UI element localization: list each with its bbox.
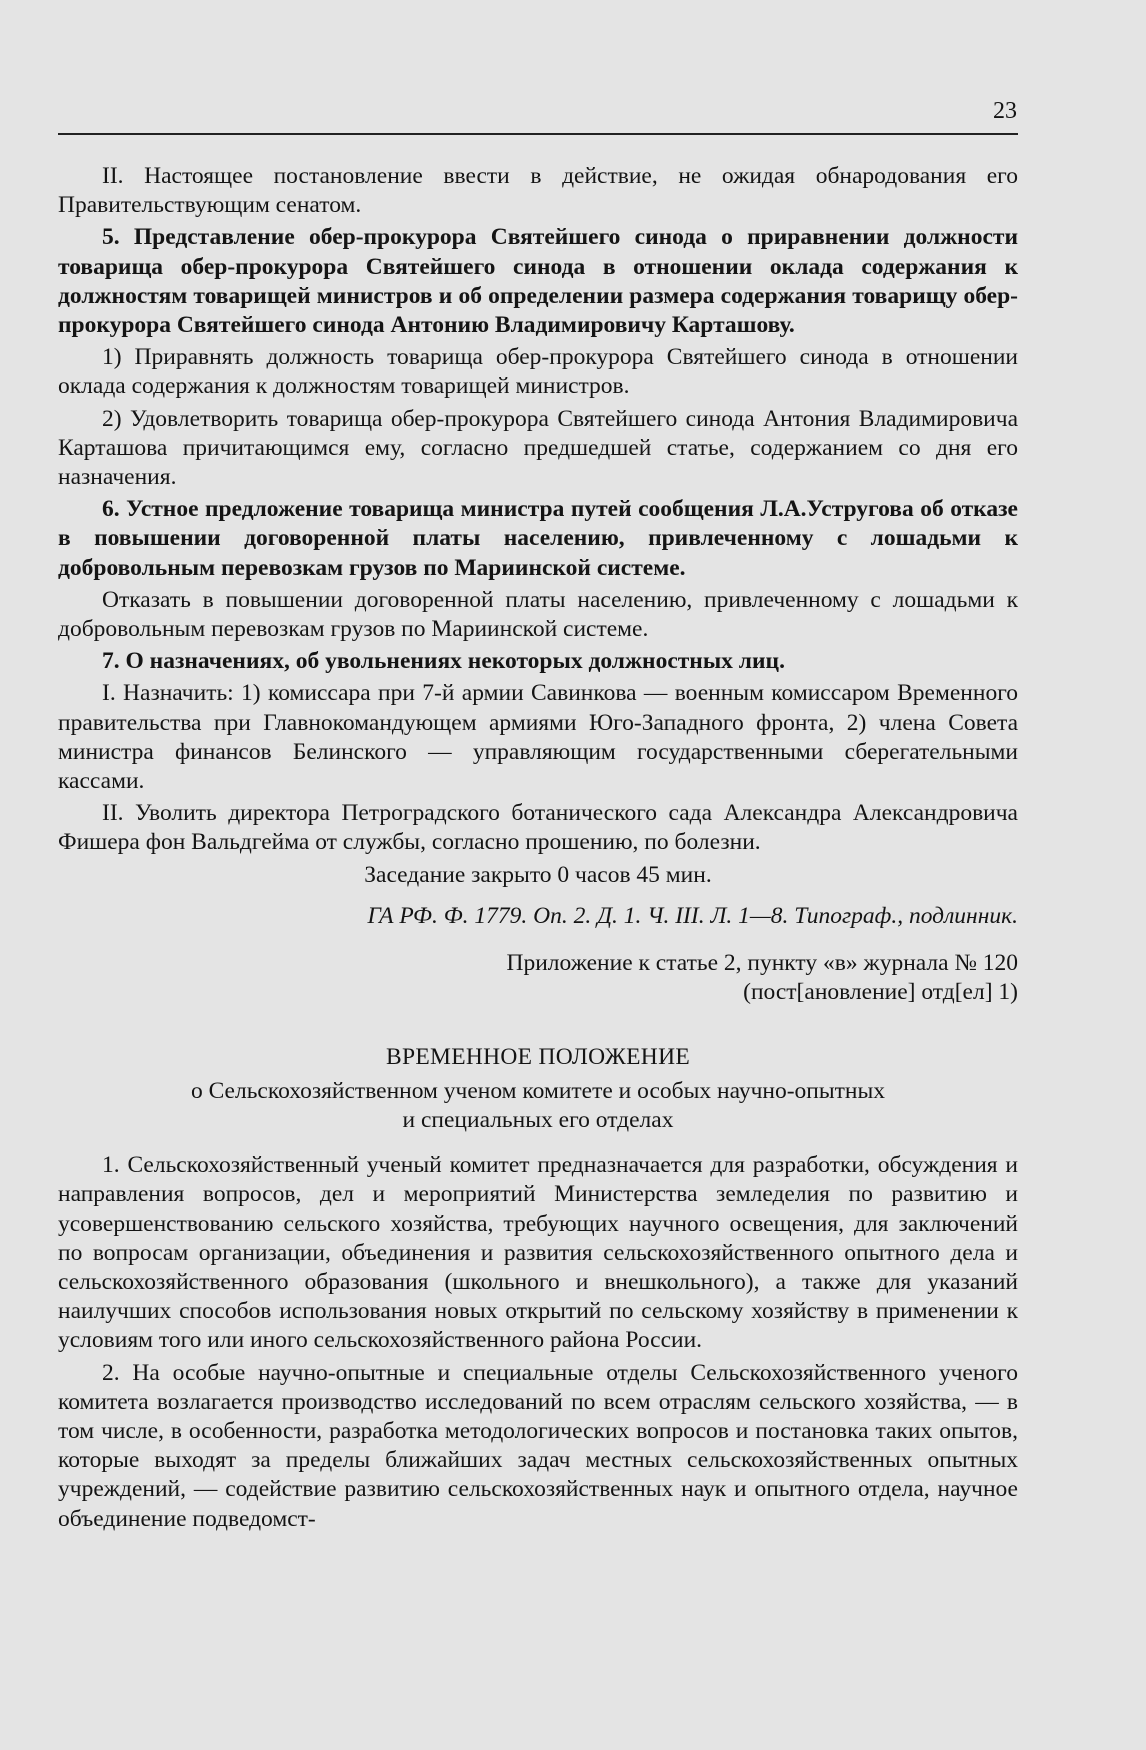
document-subtitle bbox=[58, 1077, 1018, 1135]
document-title: ВРЕМЕННОЕ ПОЛОЖЕНИЕ bbox=[386, 1044, 690, 1071]
subtitle-line-1: о Сельскохозяйственном ученом комитете и особых научно-опытных bbox=[190, 1077, 886, 1104]
item-6-decision: Отказать в повышении договоренной платы населению, привлеченному с лошадьми к добровольным перевозкам грузов по Мариинской системе. bbox=[58, 586, 1018, 643]
section-2: 2. На особые научно-опытные и специальные отделы Сельскохозяйственного ученого комитета возлагается производство исследований по всем отраслям сельского хозяйства, — в том числе, в особенности, разработка методологических вопросов и постановка таких опытов, которые выходят за пределы ближайших задач местных сельскохозяйственных опытных учреждений, — содействие развитию сельскохозяйственных наук и опытного отдела, научное объединение подведомст- bbox=[58, 1359, 1018, 1532]
meeting-closed: Заседание закрыто 0 часов 45 мин. bbox=[364, 861, 712, 888]
item-7-appointments: I. Назначить: 1) комиссара при 7-й армии Савинкова — военным комиссаром Временного правительства при Главнокомандующем армиями Юго-Западного фронта, 2) члена Совета министра финансов Белинского — управляющим государственными сберегательными кассами. bbox=[58, 680, 1018, 795]
header-rule bbox=[58, 133, 1018, 135]
appendix-line-2: (пост[ановление] отд[ел] 1) bbox=[743, 979, 1018, 1006]
item-5-heading: 5. Представление обер-прокурора Святейшего синода о приравнении должности товарища обер-прокурора Святейшего синода в отношении оклада содержания к должностям товарищей министров и об определении размера содержания товарищу обер-прокурора Святейшего синода Антонию Владимировичу Карташову. bbox=[58, 224, 1018, 339]
item-5-point-2: 2) Удовлетворить товарища обер-прокурора Святейшего синода Антония Владимировича Карташова причитающимся ему, согласно предшедшей статье, содержанием со дня его назначения. bbox=[58, 405, 1018, 491]
subtitle-line-2: и специальных его отделах bbox=[402, 1106, 674, 1133]
item-7-heading: 7. О назначениях, об увольнениях некоторых должностных лиц. bbox=[102, 648, 785, 675]
appendix-reference bbox=[58, 949, 1018, 1007]
item-5-point-1: 1) Приравнять должность товарища обер-прокурора Святейшего синода в отношении оклада содержания к должностям товарищей министров. bbox=[58, 344, 1018, 400]
item-7-dismissal: II. Уволить директора Петроградского ботанического сада Александра Александровича Фишера фон Вальдгейма от службы, согласно прошению, по болезни. bbox=[58, 800, 1018, 856]
page-number: 23 bbox=[993, 98, 1017, 124]
section-1: 1. Сельскохозяйственный ученый комитет предназначается для разработки, обсуждения и направления вопросов, дел и мероприятий Министерства земледелия по развитию и усовершенствованию сельского хозяйства, требующих научного освещения, для заключений по вопросам организации, объединения и развития сельскохозяйственного опытного дела и сельскохозяйственного образования (школьного и внешкольного), а также для указаний наилучших способов использования новых открытий по сельскому хозяйству в применении к условиям того или иного сельскохозяйственного района России. bbox=[58, 1152, 1018, 1354]
item-6-heading: 6. Устное предложение товарища министра путей сообщения Л.А.Устругова об отказе в повышении договоренной платы населению, привлеченному с лошадьми к добровольным перевозкам грузов по Мариинской системе. bbox=[58, 496, 1018, 581]
archive-source: ГА РФ. Ф. 1779. Оп. 2. Д. 1. Ч. III. Л. 1—8. Типограф., подлинник. bbox=[367, 902, 1018, 929]
appendix-line-1: Приложение к статье 2, пункту «в» журнала № 120 bbox=[506, 950, 1018, 977]
paragraph-enactment: II. Настоящее постановление ввести в действие, не ожидая обнародования его Правительствующим сенатом. bbox=[58, 163, 1018, 219]
page-content bbox=[58, 162, 1018, 1537]
